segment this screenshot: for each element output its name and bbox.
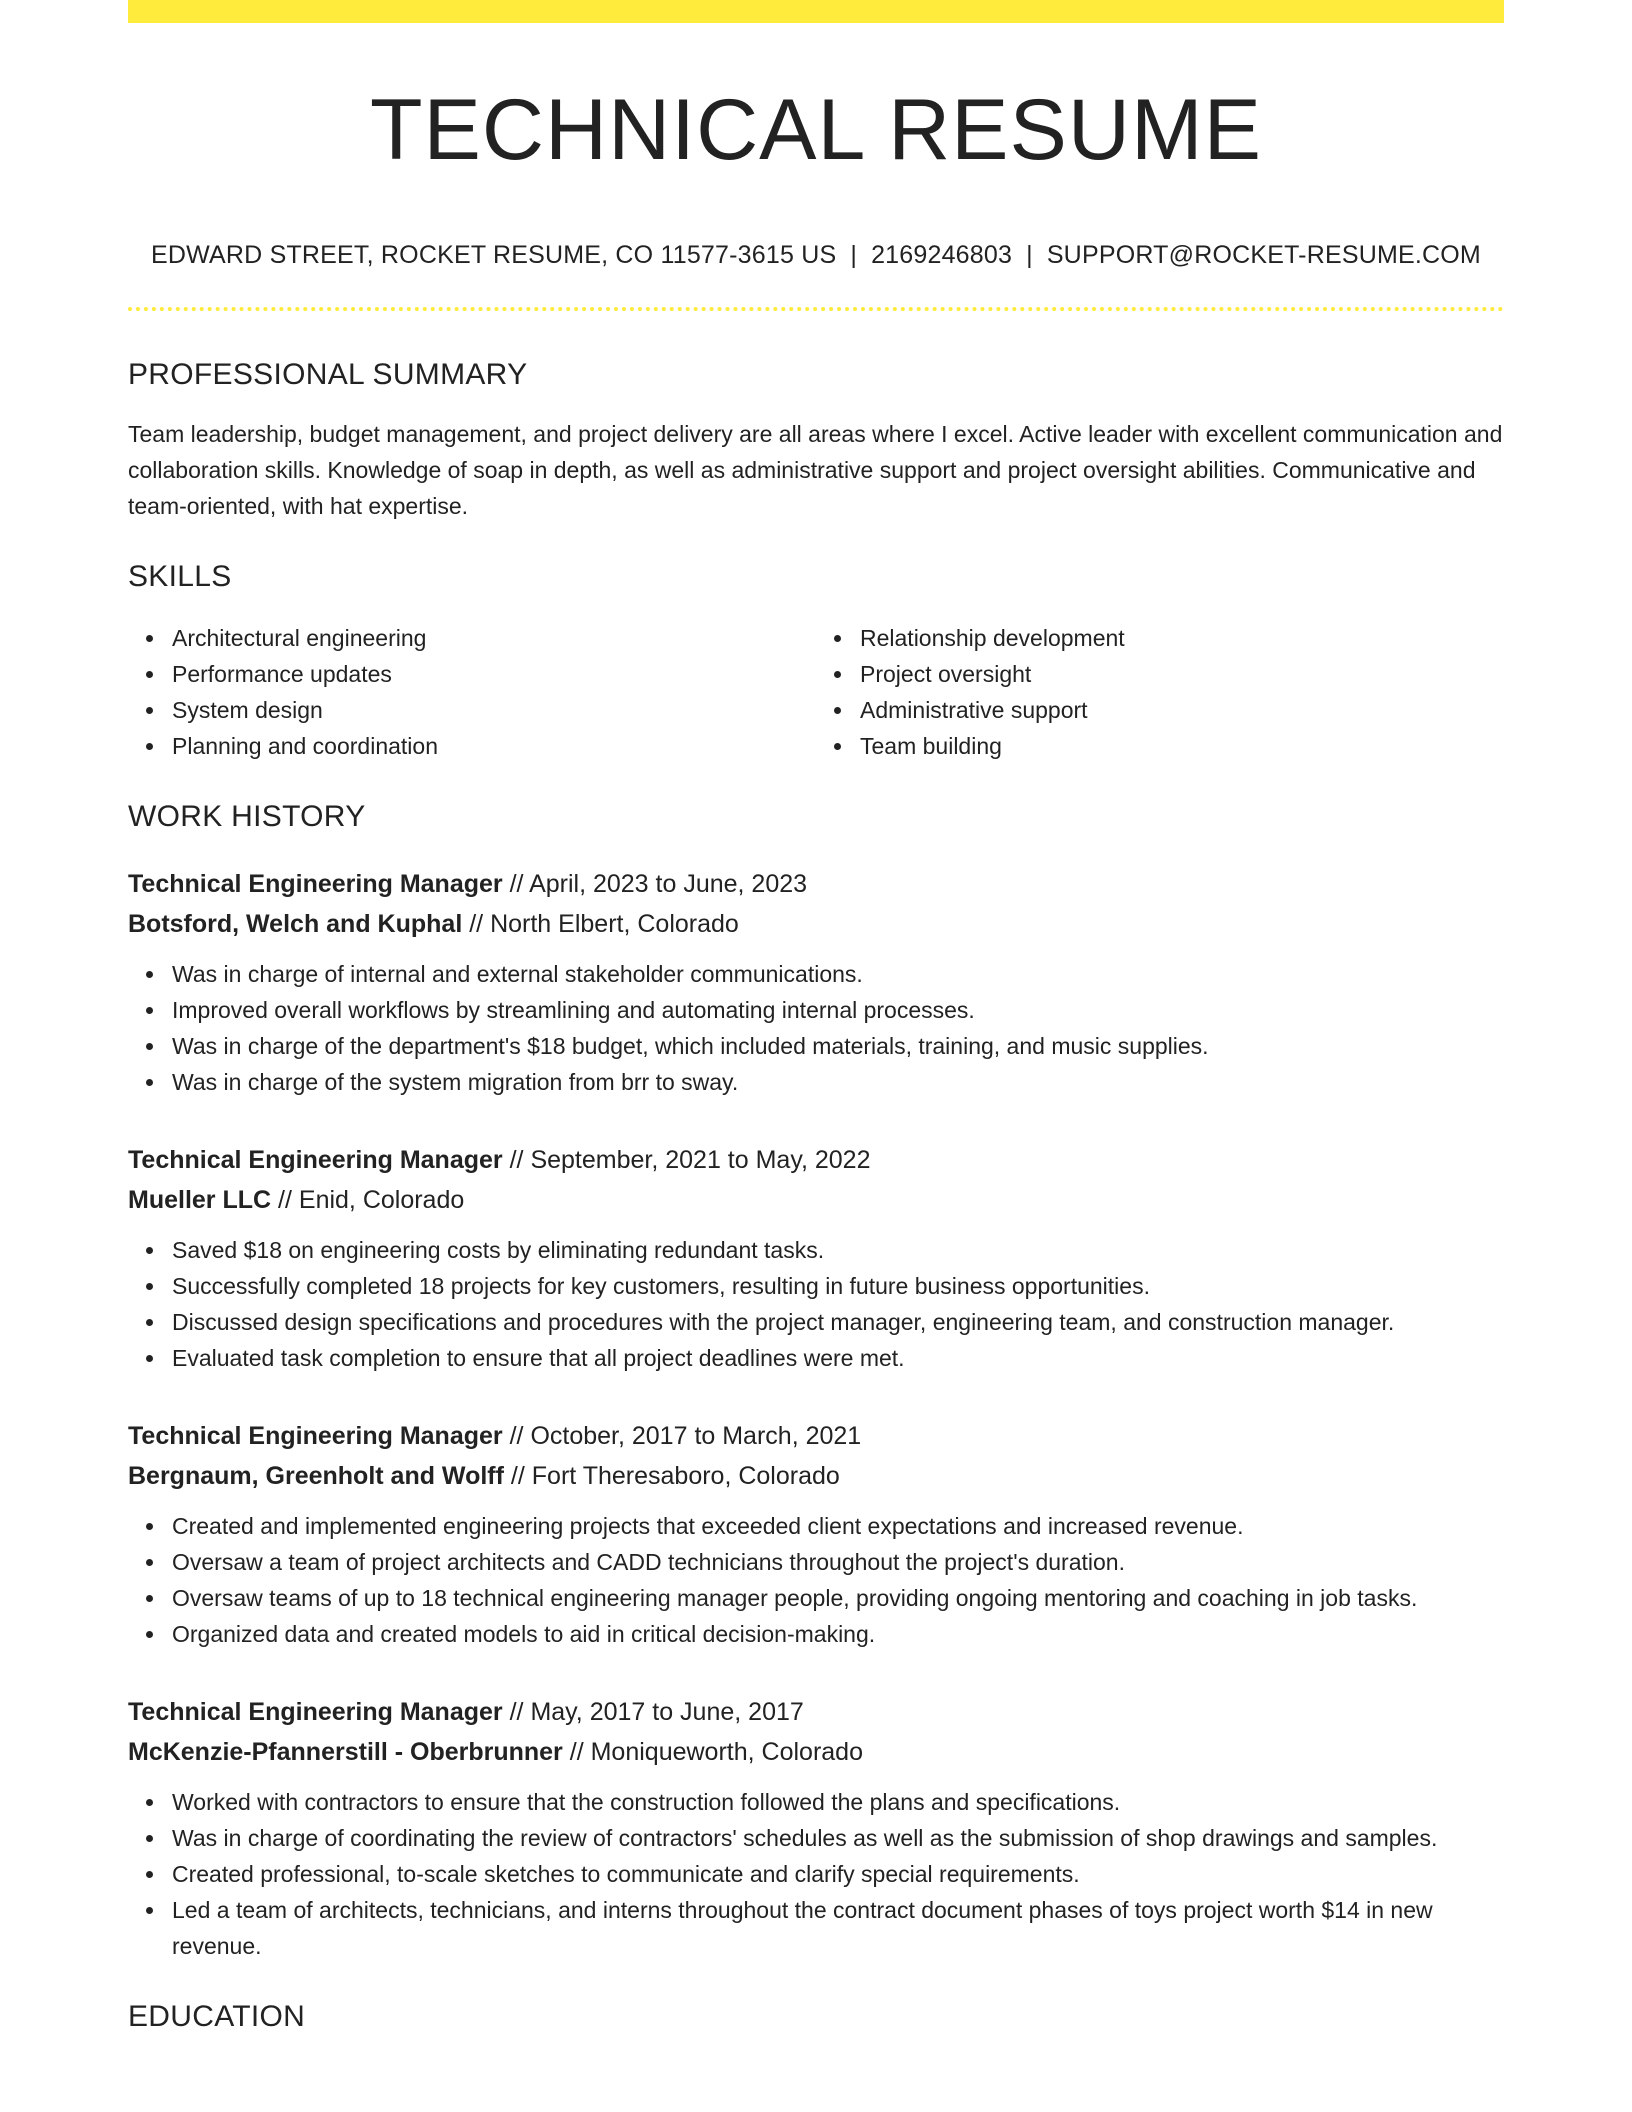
contact-phone: 2169246803 xyxy=(871,241,1013,269)
job-company: Botsford, Welch and Kuphal xyxy=(128,910,463,938)
job-bullet: Oversaw teams of up to 18 technical engineering manager people, providing ongoing mentoring and coaching in job tasks. xyxy=(172,1580,1504,1616)
skills-right-list xyxy=(816,620,1504,764)
job-bullet: Was in charge of the system migration from brr to sway. xyxy=(172,1064,1504,1100)
job-company: Mueller LLC xyxy=(128,1186,272,1214)
job-dates: September, 2021 to May, 2022 xyxy=(530,1146,871,1174)
contact-email: SUPPORT@ROCKET-RESUME.COM xyxy=(1046,241,1481,269)
job-separator: // xyxy=(509,870,524,898)
job-title: Technical Engineering Manager xyxy=(128,870,503,898)
job-separator: // xyxy=(509,1422,524,1450)
job-company-line xyxy=(128,1180,1504,1220)
job-bullet: Was in charge of coordinating the review of contractors' schedules as well as the submission of shop drawings and samples. xyxy=(172,1820,1504,1856)
job-title: Technical Engineering Manager xyxy=(128,1422,503,1450)
work-history-section xyxy=(128,794,1504,1964)
job-bullet: Was in charge of internal and external stakeholder communications. xyxy=(172,956,1504,992)
job-company: McKenzie-Pfannerstill - Oberbrunner xyxy=(128,1738,563,1766)
job-entry xyxy=(128,1692,1504,1964)
section-heading: SKILLS xyxy=(128,560,232,593)
job-company: Bergnaum, Greenholt and Wolff xyxy=(128,1462,504,1490)
job-separator: // xyxy=(569,1738,584,1766)
job-location: North Elbert, Colorado xyxy=(490,910,739,938)
skill-item: Administrative support xyxy=(860,692,1504,728)
contact-address: EDWARD STREET, ROCKET RESUME, CO 11577-3615 US xyxy=(151,241,837,269)
job-title: Technical Engineering Manager xyxy=(128,1146,503,1174)
job-title-line xyxy=(128,1692,1504,1732)
skill-item: Planning and coordination xyxy=(172,728,816,764)
job-separator: // xyxy=(510,1462,525,1490)
skill-item: System design xyxy=(172,692,816,728)
section-heading: WORK HISTORY xyxy=(128,800,366,833)
job-location: Fort Theresaboro, Colorado xyxy=(531,1462,840,1490)
contact-line xyxy=(128,237,1504,273)
job-bullet: Oversaw a team of project architects and CADD technicians throughout the project's duration. xyxy=(172,1544,1504,1580)
job-company-line xyxy=(128,1732,1504,1772)
job-entry xyxy=(128,864,1504,1100)
job-bullets xyxy=(128,1508,1504,1652)
job-bullet: Led a team of architects, technicians, and interns throughout the contract document phases of toys project worth $14 in new revenue. xyxy=(172,1892,1504,1964)
job-separator: // xyxy=(278,1186,292,1214)
skill-item: Project oversight xyxy=(860,656,1504,692)
contact-separator: | xyxy=(850,241,858,269)
job-location: Moniqueworth, Colorado xyxy=(590,1738,863,1766)
job-dates: October, 2017 to March, 2021 xyxy=(530,1422,862,1450)
job-bullet: Evaluated task completion to ensure that all project deadlines were met. xyxy=(172,1340,1504,1376)
job-bullets xyxy=(128,956,1504,1100)
job-separator: // xyxy=(469,910,484,938)
job-company-line xyxy=(128,1456,1504,1496)
section-heading: PROFESSIONAL SUMMARY xyxy=(128,358,528,391)
job-bullet: Was in charge of the department's $18 budget, which included materials, training, and music supplies. xyxy=(172,1028,1504,1064)
job-bullet: Saved $18 on engineering costs by eliminating redundant tasks. xyxy=(172,1232,1504,1268)
skill-item: Architectural engineering xyxy=(172,620,816,656)
job-dates: April, 2023 to June, 2023 xyxy=(529,870,808,898)
job-bullet: Worked with contractors to ensure that the construction followed the plans and specifications. xyxy=(172,1784,1504,1820)
job-bullets xyxy=(128,1784,1504,1964)
section-heading: EDUCATION xyxy=(128,2000,306,2033)
skill-item: Team building xyxy=(860,728,1504,764)
skill-item: Performance updates xyxy=(172,656,816,692)
header-divider xyxy=(128,307,1504,311)
education-section xyxy=(128,1994,1504,2040)
job-entry xyxy=(128,1140,1504,1376)
job-location: Enid, Colorado xyxy=(298,1186,465,1214)
resume-body xyxy=(128,352,1504,2040)
job-title-line xyxy=(128,1140,1504,1180)
job-separator: // xyxy=(509,1146,524,1174)
resume-title: TECHNICAL RESUME xyxy=(369,82,1263,178)
job-bullet: Improved overall workflows by streamlining and automating internal processes. xyxy=(172,992,1504,1028)
job-entry xyxy=(128,1416,1504,1652)
skills-left-list xyxy=(128,620,816,764)
skills-section xyxy=(128,554,1504,764)
job-bullet: Discussed design specifications and procedures with the project manager, engineering team, and construction manager. xyxy=(172,1304,1504,1340)
job-dates: May, 2017 to June, 2017 xyxy=(530,1698,804,1726)
job-bullet: Successfully completed 18 projects for key customers, resulting in future business opportunities. xyxy=(172,1268,1504,1304)
job-title: Technical Engineering Manager xyxy=(128,1698,503,1726)
job-bullet: Created professional, to-scale sketches to communicate and clarify special requirements. xyxy=(172,1856,1504,1892)
skill-item: Relationship development xyxy=(860,620,1504,656)
summary-text: Team leadership, budget management, and project delivery are all areas where I excel. Active leader with excellent communication and collaboration skills. Knowledge of soap in depth, as well as administrative support and project oversight abilities. Communicative and team-oriented, with hat expertise. xyxy=(128,421,1503,519)
summary-section xyxy=(128,352,1504,524)
job-bullet: Created and implemented engineering projects that exceeded client expectations and increased revenue. xyxy=(172,1508,1504,1544)
accent-top-bar xyxy=(128,0,1504,23)
job-title-line xyxy=(128,1416,1504,1456)
job-bullet: Organized data and created models to aid in critical decision-making. xyxy=(172,1616,1504,1652)
contact-separator: | xyxy=(1026,241,1033,269)
job-title-line xyxy=(128,864,1504,904)
job-bullets xyxy=(128,1232,1504,1376)
job-separator: // xyxy=(509,1698,524,1726)
skills-columns xyxy=(128,620,1504,764)
job-company-line xyxy=(128,904,1504,944)
